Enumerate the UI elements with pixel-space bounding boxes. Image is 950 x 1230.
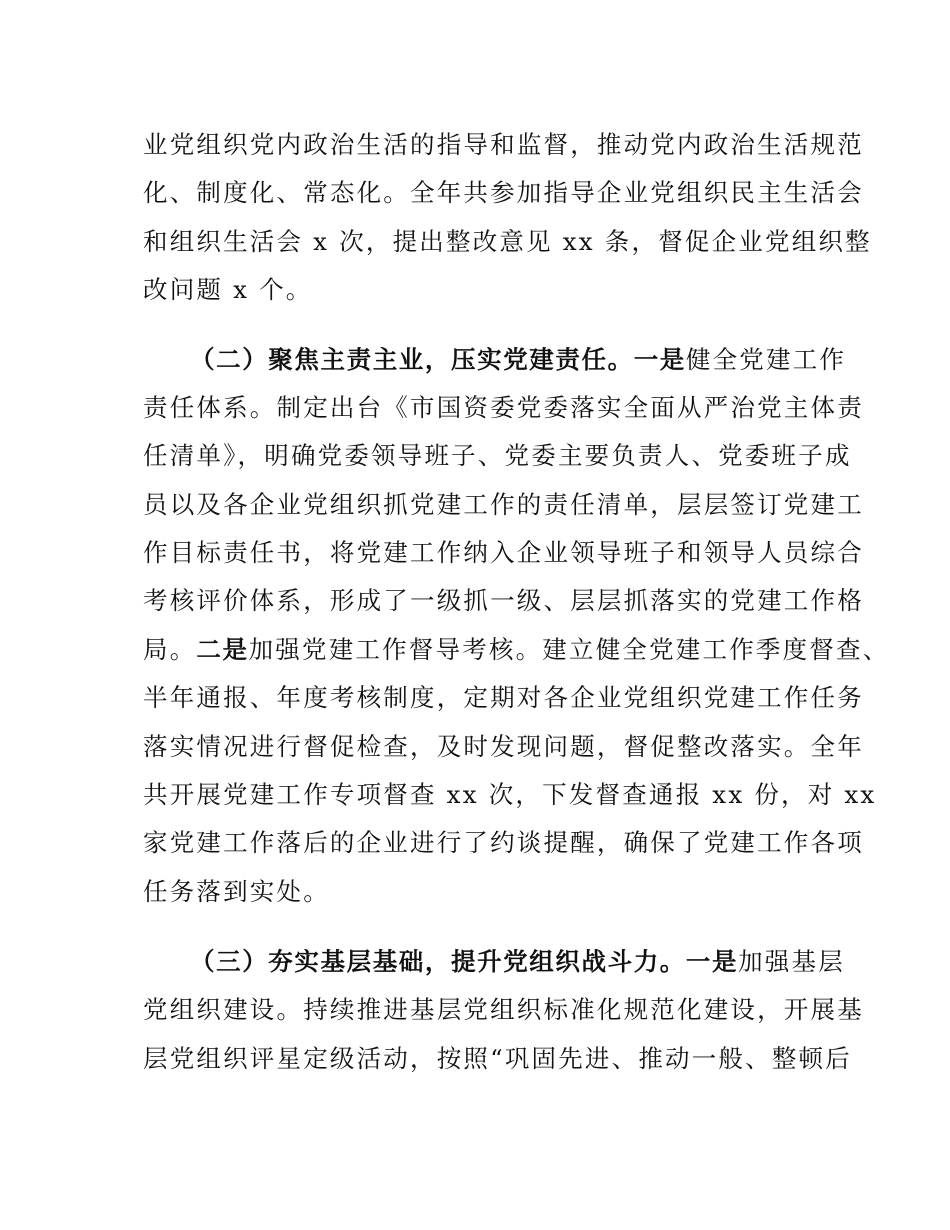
section-heading: （三）夯实基层基础，提升党组织战斗力。	[190, 947, 686, 976]
paragraph-first-line	[190, 345, 890, 375]
body-text-line: 和组织生活会 x 次，提出整改意见 xx 条，督促企业党组织整	[143, 227, 872, 256]
body-text: 加强基层	[738, 947, 845, 976]
body-text-line: 任清单》，明确党委领导班子、党委主要负责人、党委班子成	[143, 441, 852, 470]
body-text-line: 责任体系。制定出台《市国资委党委落实全面从严治党主体责	[143, 393, 864, 422]
body-text-line: 共开展党建工作专项督查 xx 次，下发督查通报 xx 份，对 xx	[143, 780, 877, 809]
body-text: 健全党建工作	[685, 345, 847, 374]
body-text-line: 员以及各企业党组织抓党建工作的责任清单，层层签订党建工	[143, 490, 864, 519]
body-text-line: 党组织建设。持续推进基层党组织标准化规范化建设，开展基	[143, 995, 864, 1024]
body-text-line: 落实情况进行督促检查，及时发现问题，督促整改落实。全年	[143, 732, 864, 761]
point-marker: 二是	[196, 635, 249, 664]
body-text-line: 家党建工作落后的企业进行了约谈提醒，确保了党建工作各项	[143, 828, 864, 857]
paragraph-first-line	[190, 947, 890, 977]
body-text-line: 作目标责任书，将党建工作纳入企业领导班子和领导人员综合	[143, 538, 864, 567]
body-text: 加强党建工作督导考核。建立健全党建工作季度督查、	[248, 635, 890, 664]
point-marker: 一是	[685, 947, 739, 976]
section-heading: （二）聚焦主责主业，压实党建责任。	[190, 345, 634, 374]
body-text: 局。	[143, 635, 197, 664]
body-text-line: 半年通报、年度考核制度，定期对各企业党组织党建工作任务	[143, 683, 864, 712]
body-text-line: 业党组织党内政治生活的指导和监督，推动党内政治生活规范	[143, 130, 864, 159]
body-text-line: 考核评价体系，形成了一级抓一级、层层抓落实的党建工作格	[143, 586, 864, 615]
body-text-line: 改问题 x 个。	[143, 275, 313, 304]
body-text-line: 层党组织评星定级活动，按照“巩固先进、推动一般、整顿后	[143, 1044, 852, 1073]
body-text-line	[143, 635, 890, 665]
body-text-line: 化、制度化、常态化。全年共参加指导企业党组织民主生活会	[143, 178, 864, 207]
body-text-line: 任务落到实处。	[143, 877, 330, 906]
point-marker: 一是	[633, 345, 686, 374]
